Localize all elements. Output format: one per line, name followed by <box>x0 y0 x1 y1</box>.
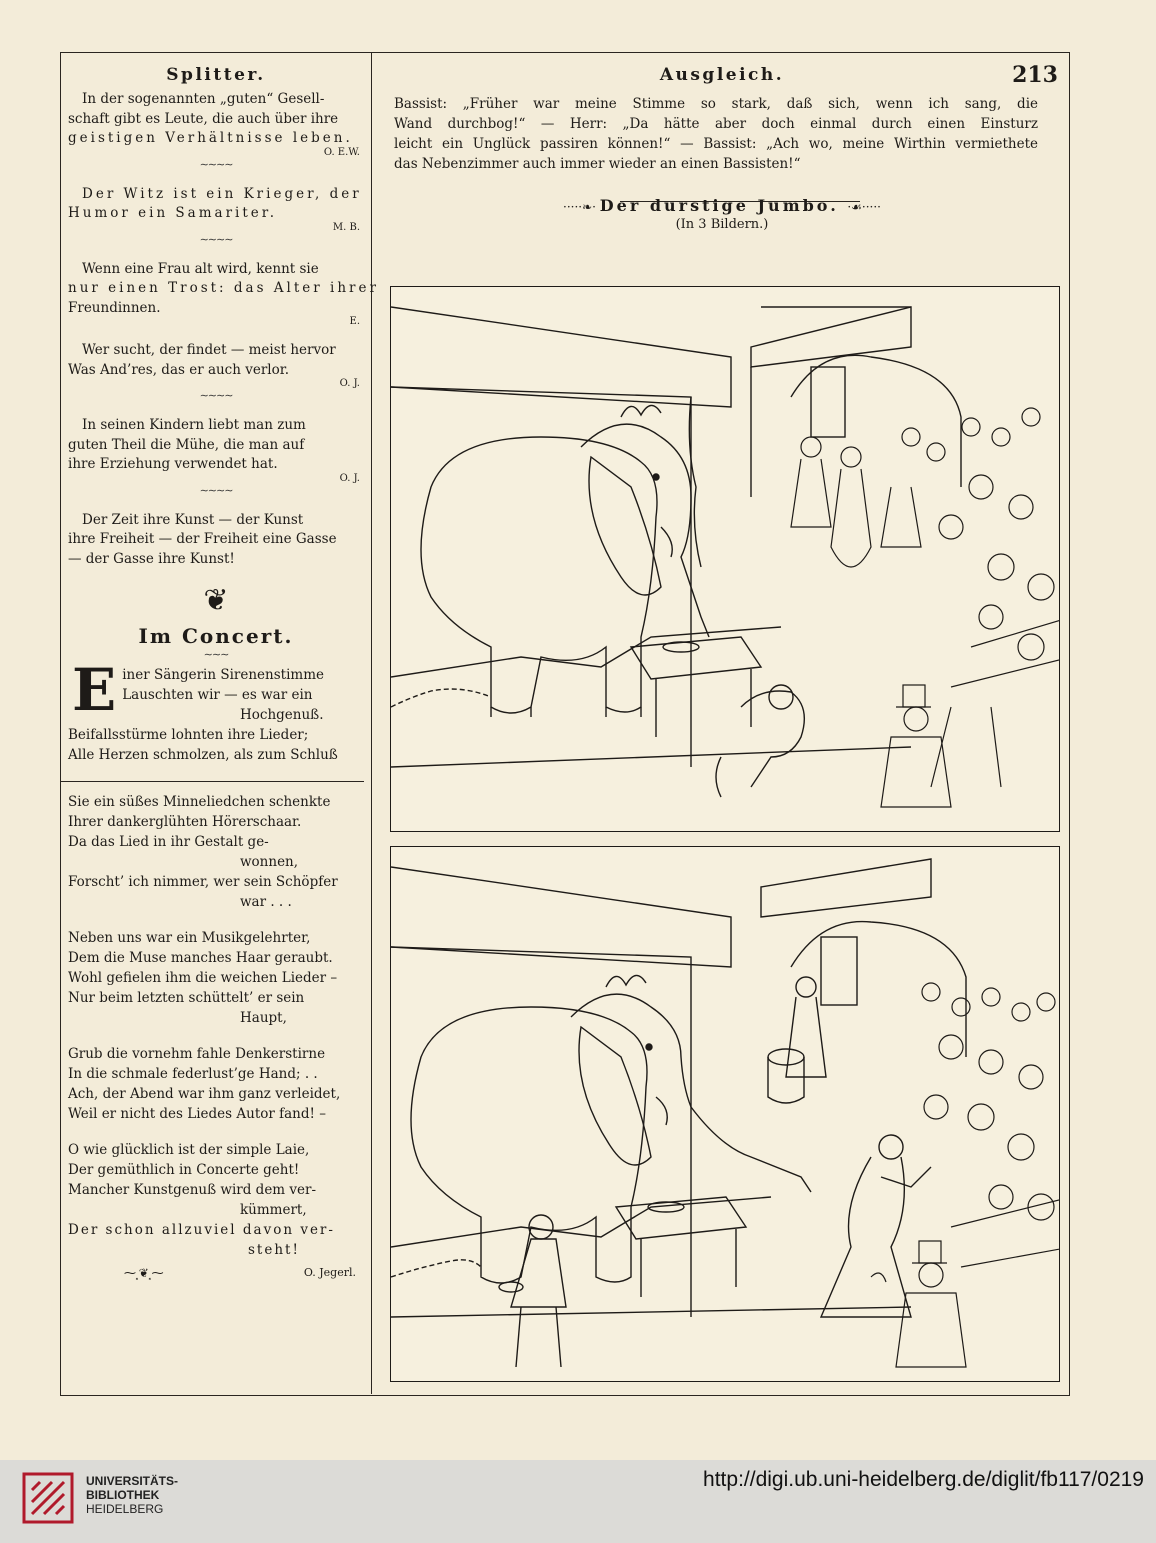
viewer-footer <box>0 1460 1156 1543</box>
poem-stanza: E iner Sängerin Sirenenstimme Lauschten wir — es war ein Hochgenuß. Beifallsstürme lohnten ihre Lieder; Alle Herzen schmolzen, als zum Schluß <box>68 656 338 763</box>
column-rule <box>371 52 372 1394</box>
squiggle-ornament: ∼∼∼∼ <box>199 157 233 171</box>
title-ornament-right: ·☙····· <box>847 200 881 214</box>
right-column <box>382 60 1062 232</box>
splitter-heading: Splitter. <box>166 65 266 85</box>
poem-im-concert <box>68 624 364 1281</box>
tailpiece-ornament: ⁓⸼❦⸼⁓ <box>124 1266 164 1280</box>
poem-stanza: Sie ein süßes Minneliedchen schenkte Ihrer dankerglühten Hörerschaar. Da das Lied in ihr Gestalt ge- wonnen, Forscht’ ich nimmer, wer sein Schöpfer war . . . <box>68 794 338 910</box>
aphorism: In der sogenannten „guten“ Gesell- schaft gibt es Leute, die auch über ihre geistigen Verhältnisse leben. O. E.W. ∼∼∼∼ <box>68 90 364 171</box>
jumbo-subtitle: (In 3 Bildern.) <box>675 217 769 232</box>
stanza-rule <box>60 781 364 782</box>
left-column <box>68 60 379 1281</box>
ausgleich-heading: Ausgleich. 213 <box>659 62 1058 88</box>
aphorism: Der Zeit ihre Kunst — der Kunst ihre Freiheit — der Freiheit eine Gasse — der Gasse ihre Kunst! <box>68 511 337 567</box>
title-ornament-left: ·····❧· <box>563 200 600 214</box>
source-url-link[interactable]: http://digi.ub.uni-heidelberg.de/diglit/fb117/0219 <box>703 1468 1144 1491</box>
library-name: UNIVERSITÄTS- BIBLIOTHEK HEIDELBERG <box>86 1474 179 1516</box>
signature: O. E.W. <box>323 146 360 158</box>
elephant-illustration-2 <box>391 847 1059 1381</box>
aphorism: Der Witz ist ein Krieger, der Humor ein Samariter. M. B. ∼∼∼∼ <box>68 185 364 246</box>
signature: E. <box>349 316 360 327</box>
poem-byline <box>68 1264 364 1281</box>
squiggle-ornament: ∼∼∼∼ <box>199 483 233 497</box>
signature: O. J. <box>339 378 360 389</box>
signature: M. B. <box>332 221 360 233</box>
aphorism: Wenn eine Frau alt wird, kennt sie nur einen Trost: das Alter ihrer Freundinnen. E. <box>68 260 379 327</box>
aphorism: Wer sucht, der findet — meist hervor Was And’res, das er auch verlor. O. J. ∼∼∼∼ <box>68 341 364 402</box>
illustration-1 <box>390 286 1060 832</box>
anecdote: Bassist: „Früher war meine Stimme so stark, daß sich, wenn ich sang, die Wand durchbog!“ — Herr: „Da hätte aber doch einmal durch einen Einsturz leicht ein Unglück passiren können!“ — Bassist: „Ach wo, meine Wirthin vermiethete das Nebenzimmer auch immer wieder an einen Bassisten!“ <box>394 96 1038 172</box>
page-number: 213 <box>1012 62 1058 88</box>
university-library-logo-icon <box>20 1470 76 1526</box>
illustration-2 <box>390 846 1060 1382</box>
elephant-illustration-1 <box>391 287 1059 831</box>
squiggle-ornament: ∼∼∼∼ <box>199 389 233 402</box>
drop-cap: E <box>72 656 117 724</box>
squiggle-ornament: ∼∼∼ <box>203 648 229 661</box>
jumbo-title: ·····❧· Der durstige Jumbo. ·☙····· <box>563 196 881 215</box>
fleuron-ornament: ❦ <box>203 583 229 618</box>
signature: O. J. <box>339 472 360 484</box>
poem-title: Im Concert. <box>138 624 294 648</box>
poem-stanza: Grub die vornehm fahle Denkerstirne In die schmale federlust’ge Hand; . . Ach, der Abend war ihm ganz verleidet, Weil er nicht des Liedes Autor fand! – <box>68 1046 341 1122</box>
poem-author: O. Jegerl. <box>303 1266 356 1279</box>
poem-stanza: Neben uns war ein Musikgelehrter, Dem die Muse manches Haar geraubt. Wohl gefielen ihm die weichen Lieder – Nur beim letzten schüttelt’ er sein Haupt, <box>68 930 338 1026</box>
poem-stanza: O wie glücklich ist der simple Laie, Der gemüthlich in Concerte geht! Mancher Kunstgenuß wird dem ver- kümmert, Der schon allzuviel davon ver- steht! <box>68 1142 335 1258</box>
aphorism: In seinen Kindern liebt man zum guten Theil die Mühe, die man auf ihre Erziehung verwendet hat. O. J. ∼∼∼∼ <box>68 416 364 497</box>
squiggle-ornament: ∼∼∼∼ <box>199 232 233 246</box>
